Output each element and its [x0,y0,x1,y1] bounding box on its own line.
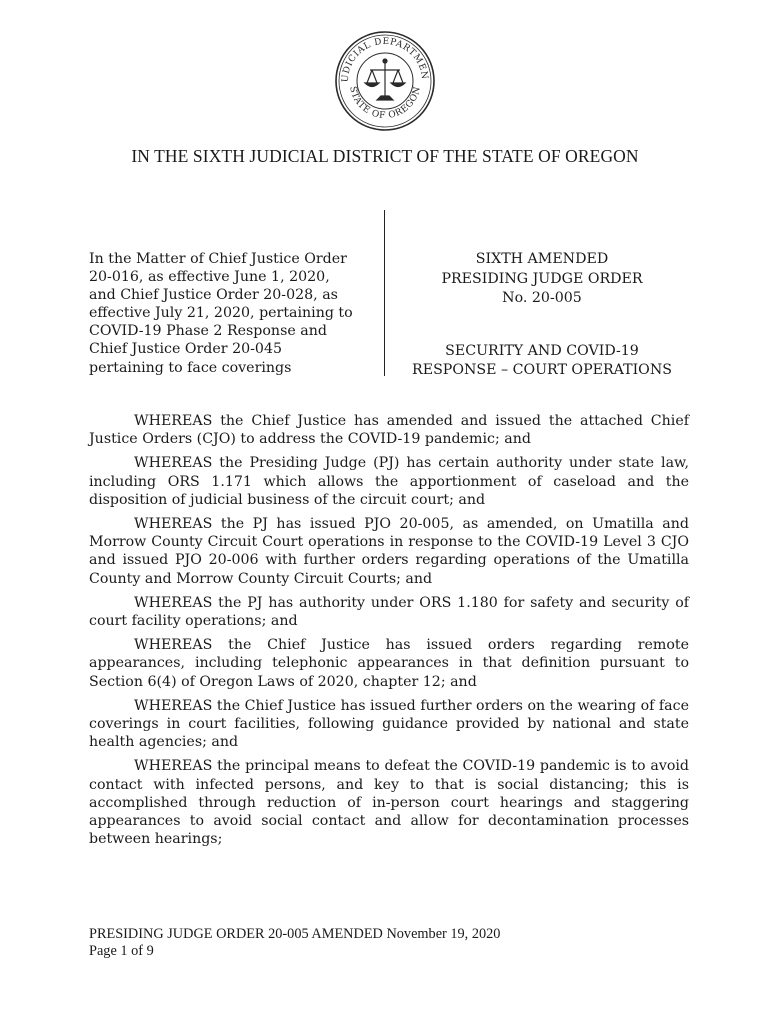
svg-text:JUDICIAL DEPARTMENT: UDICIAL DEPARTMEN [340,36,430,83]
whereas-paragraph: WHEREAS the Presiding Judge (PJ) has certain authority under state law, including ORS 1.171 which allows the apportionment of caseload and the disposition of judicial business of the circuit court; and [89,455,689,508]
page-number: Page 1 of 9 [89,943,154,959]
caption-matter-line: effective July 21, 2020, pertaining to [89,305,353,322]
order-number: No. 20-005 [502,290,582,306]
scales-of-justice-icon [365,59,405,100]
caption-matter-line: In the Matter of Chief Justice Order [89,251,347,267]
svg-text:STATE OF OREGON: STATE OF OREGON [347,85,423,122]
whereas-paragraph: WHEREAS the PJ has issued PJO 20-005, as amended, on Umatilla and Morrow County Circuit Court operations in response to the COVID-19 Level 3 CJO and issued PJO 20-006 with further orders regarding operations of the Umatilla County and Morrow County Circuit Courts; and [89,516,689,587]
judicial-department-seal [334,30,436,132]
page-footer [89,926,500,960]
caption-divider [384,210,385,376]
caption-matter [89,250,374,377]
seal-icon [334,30,436,132]
order-body [89,412,689,854]
whereas-paragraph: WHEREAS the Chief Justice has issued further orders on the wearing of face coverings in court facilities, following guidance provided by national and state health agencies; and [89,697,689,751]
footer-order-reference: PRESIDING JUDGE ORDER 20-005 AMENDED November 19, 2020 [89,926,501,942]
order-title-line: PRESIDING JUDGE ORDER [441,270,643,287]
caption-matter-line: Chief Justice Order 20-045 [89,341,282,358]
whereas-paragraph: WHEREAS the Chief Justice has amended and issued the attached Chief Justice Orders (CJO) to address the COVID-19 pandemic; and [89,413,689,448]
order-subject-line: SECURITY AND COVID-19 [445,342,639,359]
whereas-paragraph: WHEREAS the principal means to defeat the COVID-19 pandemic is to avoid contact with infected persons, and key to that is social distancing; this is accomplished through reduction of in-person court hearings and staggering appearances to avoid social contact and allow for decontamination processes between hearings; [89,758,689,848]
caption-matter-line: pertaining to face coverings [89,359,292,376]
caption-order-title [392,250,692,381]
caption-matter-line: and Chief Justice Order 20-028, as [89,287,338,304]
order-subject-line: RESPONSE – COURT OPERATIONS [412,362,672,378]
whereas-paragraph: WHEREAS the PJ has authority under ORS 1.180 for safety and security of court facility operations; and [89,594,689,630]
order-title-line: SIXTH AMENDED [475,251,609,267]
caption-matter-line: COVID-19 Phase 2 Response and [89,323,327,340]
caption-matter-line: 20-016, as effective June 1, 2020, [89,269,330,286]
court-heading: IN THE SIXTH JUDICIAL DISTRICT OF THE STATE OF OREGON [131,146,639,166]
whereas-paragraph: WHEREAS the Chief Justice has issued orders regarding remote appearances, including telephonic appearances in that definition pursuant to Section 6(4) of Oregon Laws of 2020, chapter 12; and [89,637,689,690]
